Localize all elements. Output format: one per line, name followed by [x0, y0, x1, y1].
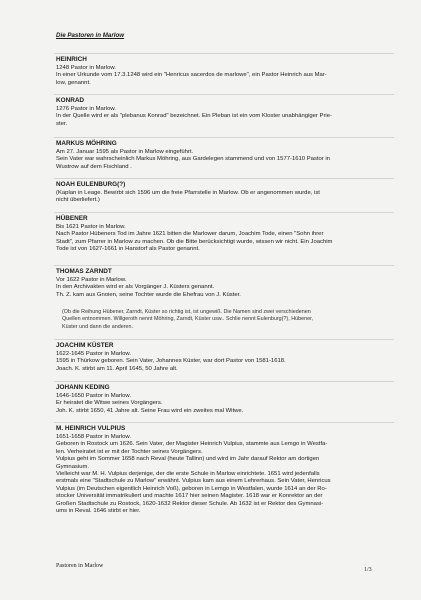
entry-line: (Kaplan in Leage. Bewirbt sich 1596 um die freie Pfarrstelle in Marlow. Ob er angenommen wurde, ist: [56, 190, 320, 196]
entry-line: In den Archivakten wird er als Vorgänger J. Küsters genannt.: [56, 284, 215, 291]
entry-line: nicht überliefert.): [56, 197, 100, 204]
divider: [54, 339, 394, 340]
footer-title: Pastoren in Marlow: [56, 563, 104, 569]
note-line: Quellen entnommen. Willgeroth nennt Möhring, Zarndt, Küster usw.. Schlie nennt Eulenburg(?), Hübener,: [62, 316, 314, 323]
entry-line: Er heiratet die Witwe seines Vorgängers.: [56, 400, 163, 407]
entry-line: len. Verheiratet ist er mit der Tochter seines Vorgängers.: [56, 448, 203, 455]
entry-joachim-kuester: [56, 342, 391, 373]
entry-heinrich-vulpius: [56, 425, 391, 515]
entry-line: Geboren in Rostock um 1626. Sein Vater, der Magister Heinrich Vulpius, stammte aus Lemgo in Westfa-: [56, 441, 328, 448]
entry-line: Nach Pastor Hübeners Tod im Jahre 1621 bitten die Marlower darum, Joachim Tode, einen "Sohn ihrer: [56, 231, 324, 238]
entry-name: MARKUS MÖHRING: [56, 140, 117, 147]
entry-line: Tode ist von 1627-1661 in Hanstorf als Pastor genannt.: [56, 246, 200, 253]
entry-thomas-zarndt: [56, 268, 391, 299]
document-title: Die Pastoren in Marlow: [56, 32, 125, 39]
entry-line: Bis 1621 Pastor in Marlow.: [56, 224, 126, 230]
entry-line: 1622-1645 Pastor in Marlow.: [56, 351, 131, 357]
entry-line: Sein Vater war wahrscheinlich Markus Möhring, aus Gardelegen stammend und von 1577-1610 Pastor in: [56, 156, 330, 163]
entry-line: Vulpius geht im Sommer 1658 nach Reval (heute Tallinn) und wird im Jahr darauf Rektor am dortigen: [56, 456, 320, 463]
entry-name: THOMAS ZARNDT: [56, 268, 112, 275]
divider: [54, 94, 394, 95]
divider: [54, 137, 394, 138]
entry-line: 1248 Pastor in Marlow.: [56, 65, 116, 71]
entry-line: low, genannt.: [56, 79, 91, 86]
entry-line: Th. Z. kam aus Gnoien, seine Tochter wurde die Ehefrau von J. Küster.: [56, 291, 241, 298]
entry-name: HÜBENER: [56, 215, 88, 222]
entry-name: M. HEINRICH VULPIUS: [56, 425, 126, 432]
entry-line: In einer Urkunde vom 17.3.1248 wird ein "Henricus sacerdos de marlowe", ein Pastor Heinrich aus Mar-: [56, 72, 327, 79]
entry-noah-eulenburg: [56, 181, 391, 205]
entry-line: Joh. K. stirbt 1650, 41 Jahre alt. Seine Frau wird ein zweites mal Witwe.: [56, 407, 244, 414]
entry-line: Vielleicht war M. H. Vulpius derjenige, der die erste Schule in Marlow einrichtete. 1651 wird jedenfalls: [56, 471, 320, 478]
entry-line: 1595 in Thürkow geboren. Sein Vater, Johannes Küster, war dort Pastor von 1581-1618.: [56, 358, 286, 365]
note-line: (Ob die Reihung Hübener, Zarndt, Küster so richtig ist, ist ungewiß. Die Namen sind zwei verschiedenen: [62, 309, 311, 315]
entry-markus-moehring: [56, 140, 391, 171]
entry-line: 1276 Pastor in Marlow.: [56, 106, 116, 112]
entry-konrad: [56, 97, 391, 128]
entry-line: 1646-1650 Pastor in Marlow.: [56, 393, 131, 399]
entry-line: Großen Stadtschule zu Rostock, 1620-1632 Rektor dieser Schule. Ab 1632 ist er Rektor des Gymnasi-: [56, 500, 324, 507]
entry-line: ums in Reval. 1646 stirbt er hier.: [56, 508, 141, 515]
entry-name: KONRAD: [56, 97, 85, 104]
divider: [54, 53, 394, 54]
note-line: Küster und dann die anderen.: [62, 323, 134, 330]
entry-johann-keding: [56, 384, 391, 415]
entry-name: NOAH EULENBURG(?): [56, 181, 126, 188]
entry-name: HEINRICH: [56, 56, 87, 63]
entry-line: In der Quelle wird er als "plebanus Konrad" bezeichnet. Ein Pleban ist ein vom Kloster unabhängiger Prie-: [56, 113, 332, 120]
entry-line: Vulpius (im Deutschen eigentlich Heinrich Voß), geboren in Lemgo in Westfalen, wurde 1614 an der Ro-: [56, 485, 327, 492]
entry-line: ster.: [56, 120, 68, 127]
entry-line: Wustrow auf dem Fischland .: [56, 163, 132, 170]
entry-heinrich: [56, 56, 391, 87]
divider: [54, 422, 394, 423]
entry-name: JOACHIM KÜSTER: [56, 342, 114, 349]
entry-line: stocker Universität immatrikuliert und machte 1617 hier seinen Magister. 1618 war er Konrektor an der: [56, 493, 323, 500]
divider: [54, 381, 394, 382]
entry-line: erstmals eine "Stadtschule zu Marlow" erwähnt. Vulpius kam aus einem Lehrerhaus. Sein Vater, Henricus: [56, 478, 331, 485]
entry-line: Stadt", zum Pfarrer in Marlow zu machen. Ob die Bitte berücksichtigt wurde, wissen wir nicht. Ein Joachim: [56, 238, 333, 245]
entry-line: Joach. K. stirbt am 11. April 1645, 50 Jahre alt.: [56, 365, 178, 372]
ordering-note: [62, 309, 387, 331]
divider: [54, 178, 394, 179]
entry-line: Am 27. Januar 1595 als Pastor in Marlow eingeführt.: [56, 149, 194, 155]
divider: [54, 212, 394, 213]
entry-line: Vor 1622 Pastor in Marlow.: [56, 277, 127, 283]
page-number: 1/3: [364, 567, 372, 573]
entry-huebener: [56, 215, 391, 254]
divider: [54, 265, 394, 266]
entry-name: JOHANN KEDING: [56, 384, 110, 391]
entry-line: Gymnasium.: [56, 463, 90, 470]
entry-line: 1651-1658 Pastor in Marlow.: [56, 434, 131, 440]
